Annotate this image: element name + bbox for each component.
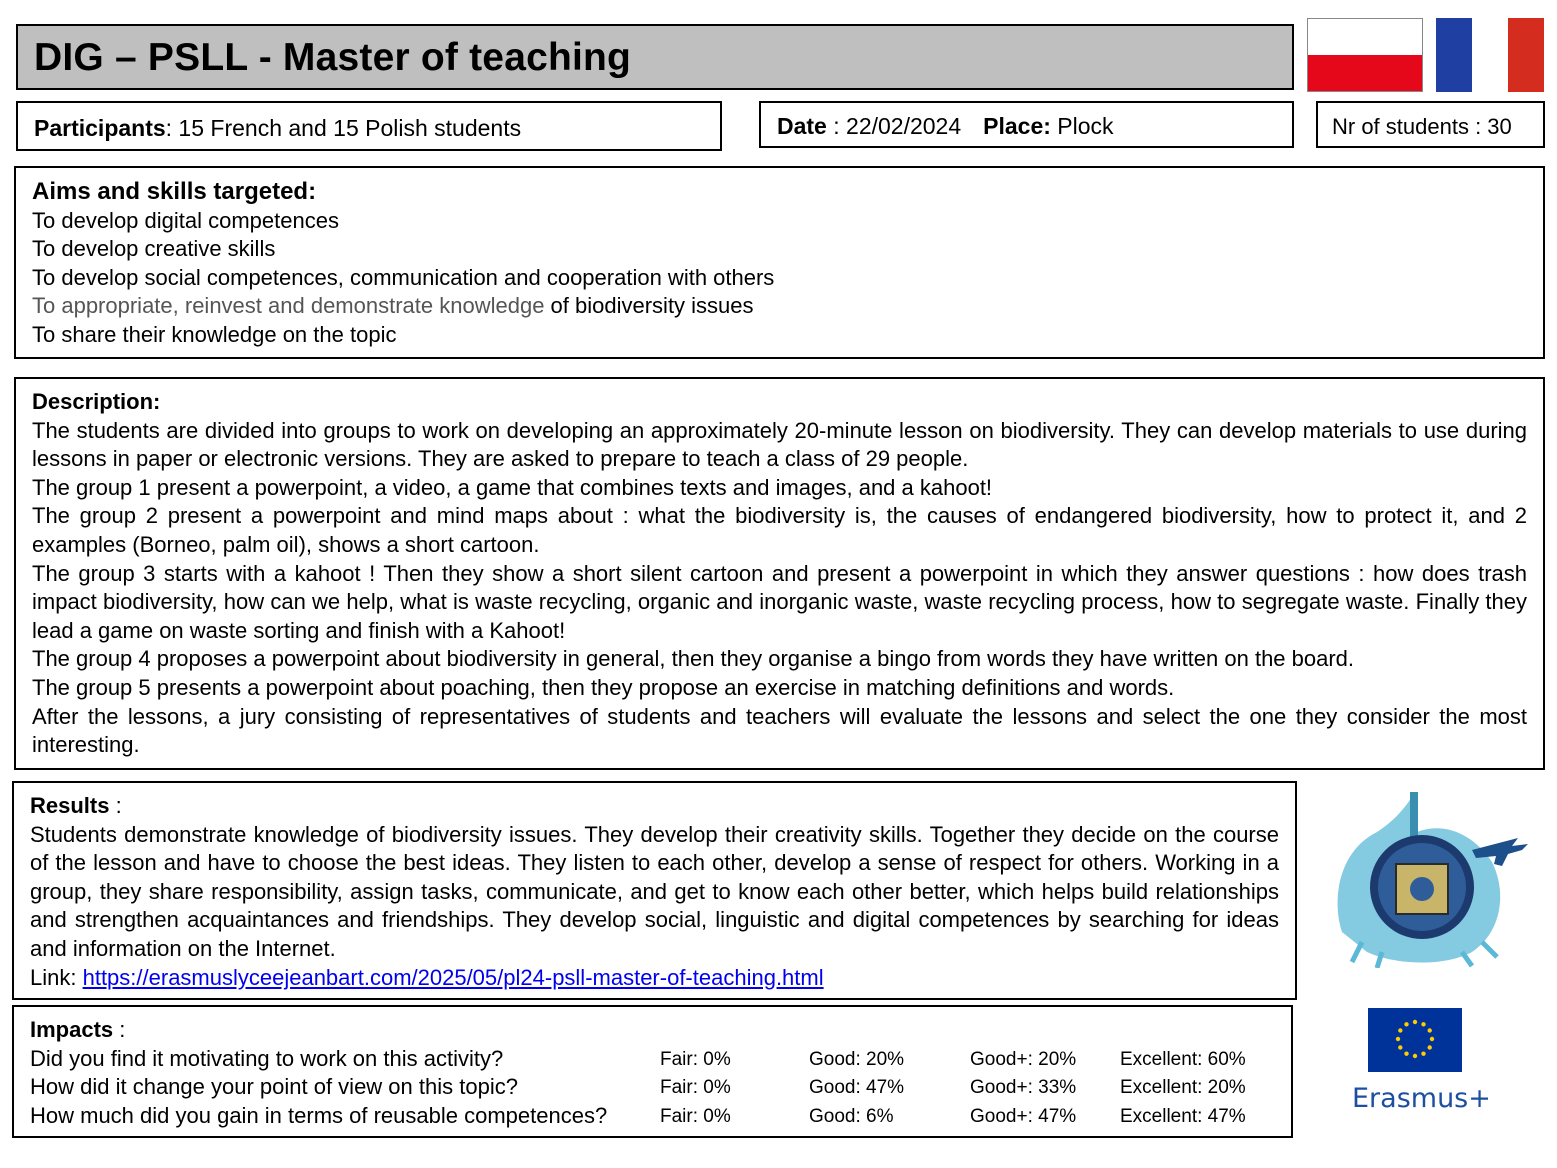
results-link-line bbox=[30, 964, 1279, 993]
aims-line: To develop creative skills bbox=[32, 236, 276, 262]
results-link-label: Link: bbox=[30, 964, 83, 990]
students-count: Nr of students : 30 bbox=[1332, 114, 1512, 139]
description-paragraph: The group 1 present a powerpoint, a video, a game that combines texts and images, and a kahoot! bbox=[32, 474, 993, 500]
impact-fair: Fair: 0% bbox=[660, 1048, 731, 1070]
impacts-heading: Impacts bbox=[30, 1017, 114, 1042]
page-title: DIG – PSLL - Master of teaching bbox=[34, 36, 632, 79]
impact-question: How much did you gain in terms of reusable competences? bbox=[30, 1102, 608, 1128]
impact-good: Good: 47% bbox=[809, 1077, 905, 1099]
impact-row bbox=[30, 1102, 1280, 1131]
participants-box bbox=[16, 101, 722, 151]
place-label: Place: bbox=[983, 113, 1051, 139]
impact-row bbox=[30, 1045, 1280, 1074]
aims-line: To share their knowledge on the topic bbox=[32, 321, 397, 347]
aims-line-grey: To appropriate, reinvest and demonstrate knowledge bbox=[32, 293, 545, 319]
description-paragraph: The group 5 presents a powerpoint about poaching, then they propose an exercise in matching definitions and words. bbox=[32, 674, 1175, 700]
impact-goodplus: Good+: 33% bbox=[970, 1077, 1077, 1099]
description-section bbox=[14, 377, 1545, 770]
results-text: Students demonstrate knowledge of biodiversity issues. They develop their creativity skills. Together they decide on the course of the lesson and have to choose the best ideas. They listen to each other, develop a sense of respect for others. Working in a group, they share responsibility, assign tasks, communicate, and get to know each other better, which helps build relationships and strengthen acquaintances and friendships. They develop social, linguistic and digital competences by searching for ideas and information on the Internet. bbox=[30, 821, 1279, 961]
aims-line: To develop social competences, communication and cooperation with others bbox=[32, 264, 775, 290]
impact-question: How did it change your point of view on this topic? bbox=[30, 1074, 518, 1100]
aims-line bbox=[32, 292, 774, 321]
aims-line: To develop digital competences bbox=[32, 207, 339, 233]
description-paragraph: The group 4 proposes a powerpoint about biodiversity in general, then they organise a bingo from words they have written on the board. bbox=[32, 646, 1355, 672]
aims-heading: Aims and skills targeted: bbox=[32, 178, 317, 205]
date-place-box bbox=[759, 101, 1294, 148]
description-paragraph: After the lessons, a jury consisting of representatives of students and teachers will evaluate the lessons and select the one they consider the most interesting. bbox=[32, 703, 1527, 758]
participants-value: : 15 French and 15 Polish students bbox=[165, 115, 522, 141]
france-flag-icon bbox=[1436, 18, 1544, 92]
impact-fair: Fair: 0% bbox=[660, 1077, 731, 1099]
impact-fair: Fair: 0% bbox=[660, 1105, 731, 1127]
description-paragraph: The group 2 present a powerpoint and mind maps about : what the biodiversity is, the causes of endangered biodiversity, how to protect it, and 2 examples (Borneo, palm oil), shows a short cartoon. bbox=[32, 503, 1527, 557]
participants-label: Participants bbox=[34, 115, 166, 141]
impacts-section bbox=[12, 1005, 1293, 1138]
results-heading: Results bbox=[30, 793, 110, 818]
poland-flag-icon bbox=[1307, 18, 1423, 92]
impacts-colon: : bbox=[113, 1017, 126, 1042]
page-title-box bbox=[16, 24, 1294, 90]
description-paragraph: The students are divided into groups to work on developing an approximately 20-minute lesson on biodiversity. They can develop materials to use during lessons in paper or electronic versions. They are asked to prepare to teach a class of 29 people. bbox=[32, 417, 1527, 472]
impact-good: Good: 20% bbox=[809, 1048, 905, 1070]
students-count-box bbox=[1316, 101, 1545, 148]
impact-good: Good: 6% bbox=[809, 1105, 894, 1127]
impact-excellent: Excellent: 20% bbox=[1120, 1077, 1246, 1099]
results-link[interactable]: https://erasmuslyceejeanbart.com/2025/05/pl24-psll-master-of-teaching.html bbox=[82, 964, 824, 990]
aims-line-rest: of biodiversity issues bbox=[544, 293, 754, 319]
impact-excellent: Excellent: 60% bbox=[1120, 1048, 1246, 1070]
impact-excellent: Excellent: 47% bbox=[1120, 1105, 1246, 1127]
impact-goodplus: Good+: 20% bbox=[970, 1048, 1077, 1070]
date-value: : 22/02/2024 bbox=[826, 113, 962, 139]
impact-goodplus: Good+: 47% bbox=[970, 1105, 1077, 1127]
impact-row bbox=[30, 1073, 1280, 1102]
erasmus-label: Erasmus+ bbox=[1352, 1083, 1491, 1114]
aims-section bbox=[14, 166, 1545, 359]
results-section bbox=[12, 781, 1297, 1000]
place-value: Plock bbox=[1050, 113, 1114, 139]
date-label: Date bbox=[777, 113, 827, 139]
impact-question: Did you find it motivating to work on this activity? bbox=[30, 1045, 504, 1071]
description-paragraph: The group 3 starts with a kahoot ! Then they show a short silent cartoon and present a powerpoint in which they answer questions : how does trash impact biodiversity, how can we help, what is waste recycling, organic and inorganic waste, waste recycling process, how to segregate waste. Finally they lead a game on waste sorting and finish with a Kahoot! bbox=[32, 560, 1527, 643]
school-logo-icon bbox=[1322, 792, 1528, 968]
eu-flag-icon bbox=[1368, 1008, 1462, 1072]
results-colon: : bbox=[109, 793, 122, 818]
description-heading: Description: bbox=[32, 389, 161, 414]
